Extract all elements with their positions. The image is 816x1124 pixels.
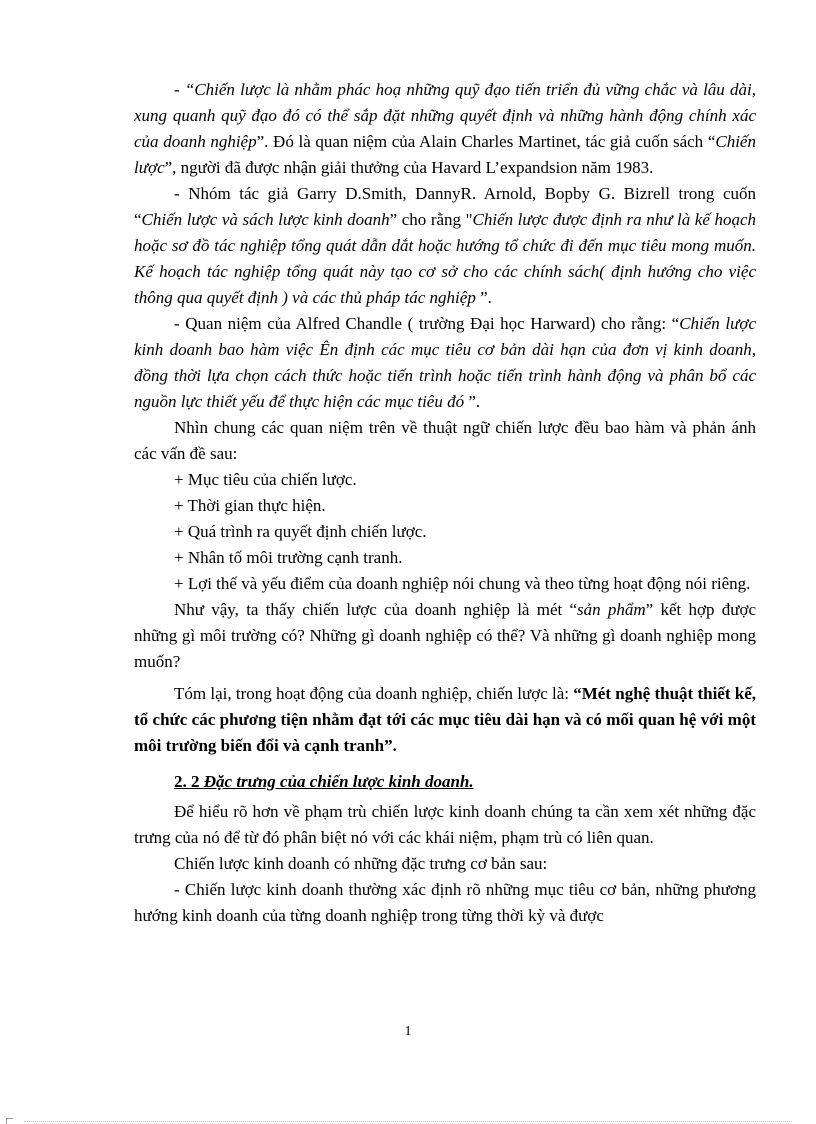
- paragraph-martinet: [134, 77, 756, 181]
- martinet-end: ”, người đã được nhận giải thưởng của Havard L’expandsion năm 1983.: [164, 158, 654, 177]
- smith-quote: Chiến lược được định ra như là kế hoạch hoặc sơ đồ tác nghiệp tổng quát dẫn dắt hoặc hướng tổ chức đi đến mục tiêu mong muốn. Kế hoạch tác nghiệp tổng quát này tạo cơ sở cho các chính sách( định hướng cho việc thông qua quyết định ) và các thủ pháp tác nghiệp: [134, 210, 756, 307]
- list-item: + Quá trình ra quyết định chiến lược.: [174, 522, 427, 541]
- section-number: 2. 2: [174, 772, 200, 791]
- book-title: Chiến lược và sách lược kinh doanh: [141, 210, 390, 229]
- conclusion-intro: Tóm lại, trong hoạt động của doanh nghiệp, chiến lược là:: [174, 684, 574, 703]
- smith-end: ”.: [480, 288, 492, 307]
- martinet-attribution: ”. Đó là quan niệm của Alain Charles Martinet, tác giả cuốn sách “: [256, 132, 716, 151]
- paragraph-objectives: - Chiến lược kinh doanh thường xác định rõ những mục tiêu cơ bản, những phương hướng kinh doanh của từng doanh nghiệp trong từng thời kỳ và được: [134, 880, 756, 925]
- dash: -: [174, 80, 185, 99]
- product-end: ” kết hợp được những gì môi trường có? Những gì doanh nghiệp có thể? Và những gì doanh nghiệp mong muốn?: [134, 600, 756, 671]
- page-corner-mark: [6, 1118, 13, 1124]
- product-intro: Như vậy, ta thấy chiến lược của doanh nghiệp là mét “: [174, 600, 578, 619]
- chandle-intro: - Quan niệm của Alfred Chandle ( trường Đại học Harward) cho rằng: “: [174, 314, 680, 333]
- list-item: + Mục tiêu của chiến lược.: [174, 470, 357, 489]
- section-title: Đặc trưng của chiến lược kinh doanh.: [199, 772, 474, 791]
- paragraph-product: [134, 597, 756, 675]
- product-term: sản phẩm: [577, 600, 646, 619]
- section-heading: [134, 769, 756, 795]
- paragraph-characteristics: Để hiểu rõ hơn về phạm trù chiến lược kinh doanh chúng ta cần xem xét những đặc trưng của nó để từ đó phân biệt nó với các khái niệm, phạm trù có liên quan.: [134, 802, 756, 847]
- conclusion-definition: “Mét nghệ thuật thiết kế, tổ chức các phương tiện nhằm đạt tới các mục tiêu dài hạn và có mối quan hệ với một môi trường biến đổi và cạnh tranh”.: [134, 684, 757, 755]
- chandle-quote: Chiến lược kinh doanh bao hàm việc Ên định các mục tiêu cơ bản dài hạn của đơn vị kinh doanh, đồng thời lựa chọn cách thức hoặc tiến trình hoặc tiến trình hành động và phân bổ các nguồn lực thiết yếu để thực hiện các mục tiêu đó: [134, 314, 756, 411]
- smith-connector: ” cho rằng ": [389, 210, 473, 229]
- list-item: + Nhân tố môi trường cạnh tranh.: [174, 548, 403, 567]
- martinet-quote: “Chiến lược là nhằm phác hoạ những quỹ đạo tiến triển đủ vững chắc và lâu dài, xung quanh quỹ đạo đó có thể sắp đặt những quyết định và những hành động chính xác của doanh nghiệp: [134, 80, 756, 151]
- list-item: + Thời gian thực hiện.: [174, 496, 326, 515]
- paragraph-chandle: [134, 311, 756, 415]
- page-border: [24, 1121, 792, 1122]
- paragraph-summary: Nhìn chung các quan niệm trên về thuật ngữ chiến lược đều bao hàm và phản ánh các vấn đề sau:: [134, 418, 756, 463]
- book-title: Chiến lược: [134, 132, 756, 177]
- paragraph-basic-features: Chiến lược kinh doanh có những đặc trưng cơ bản sau:: [174, 854, 548, 873]
- chandle-end: ”.: [468, 392, 481, 411]
- document-body: [134, 77, 756, 929]
- smith-intro: - Nhóm tác giả Garry D.Smith, DannyR. Arnold, Bopby G. Bizrell trong cuốn “: [134, 184, 756, 229]
- paragraph-conclusion: [134, 681, 756, 759]
- list-item: + Lợi thế và yếu điểm của doanh nghiệp nói chung và theo từng hoạt động nói riêng.: [174, 574, 751, 593]
- page-number: 1: [404, 1024, 412, 1039]
- paragraph-smith: [134, 181, 756, 311]
